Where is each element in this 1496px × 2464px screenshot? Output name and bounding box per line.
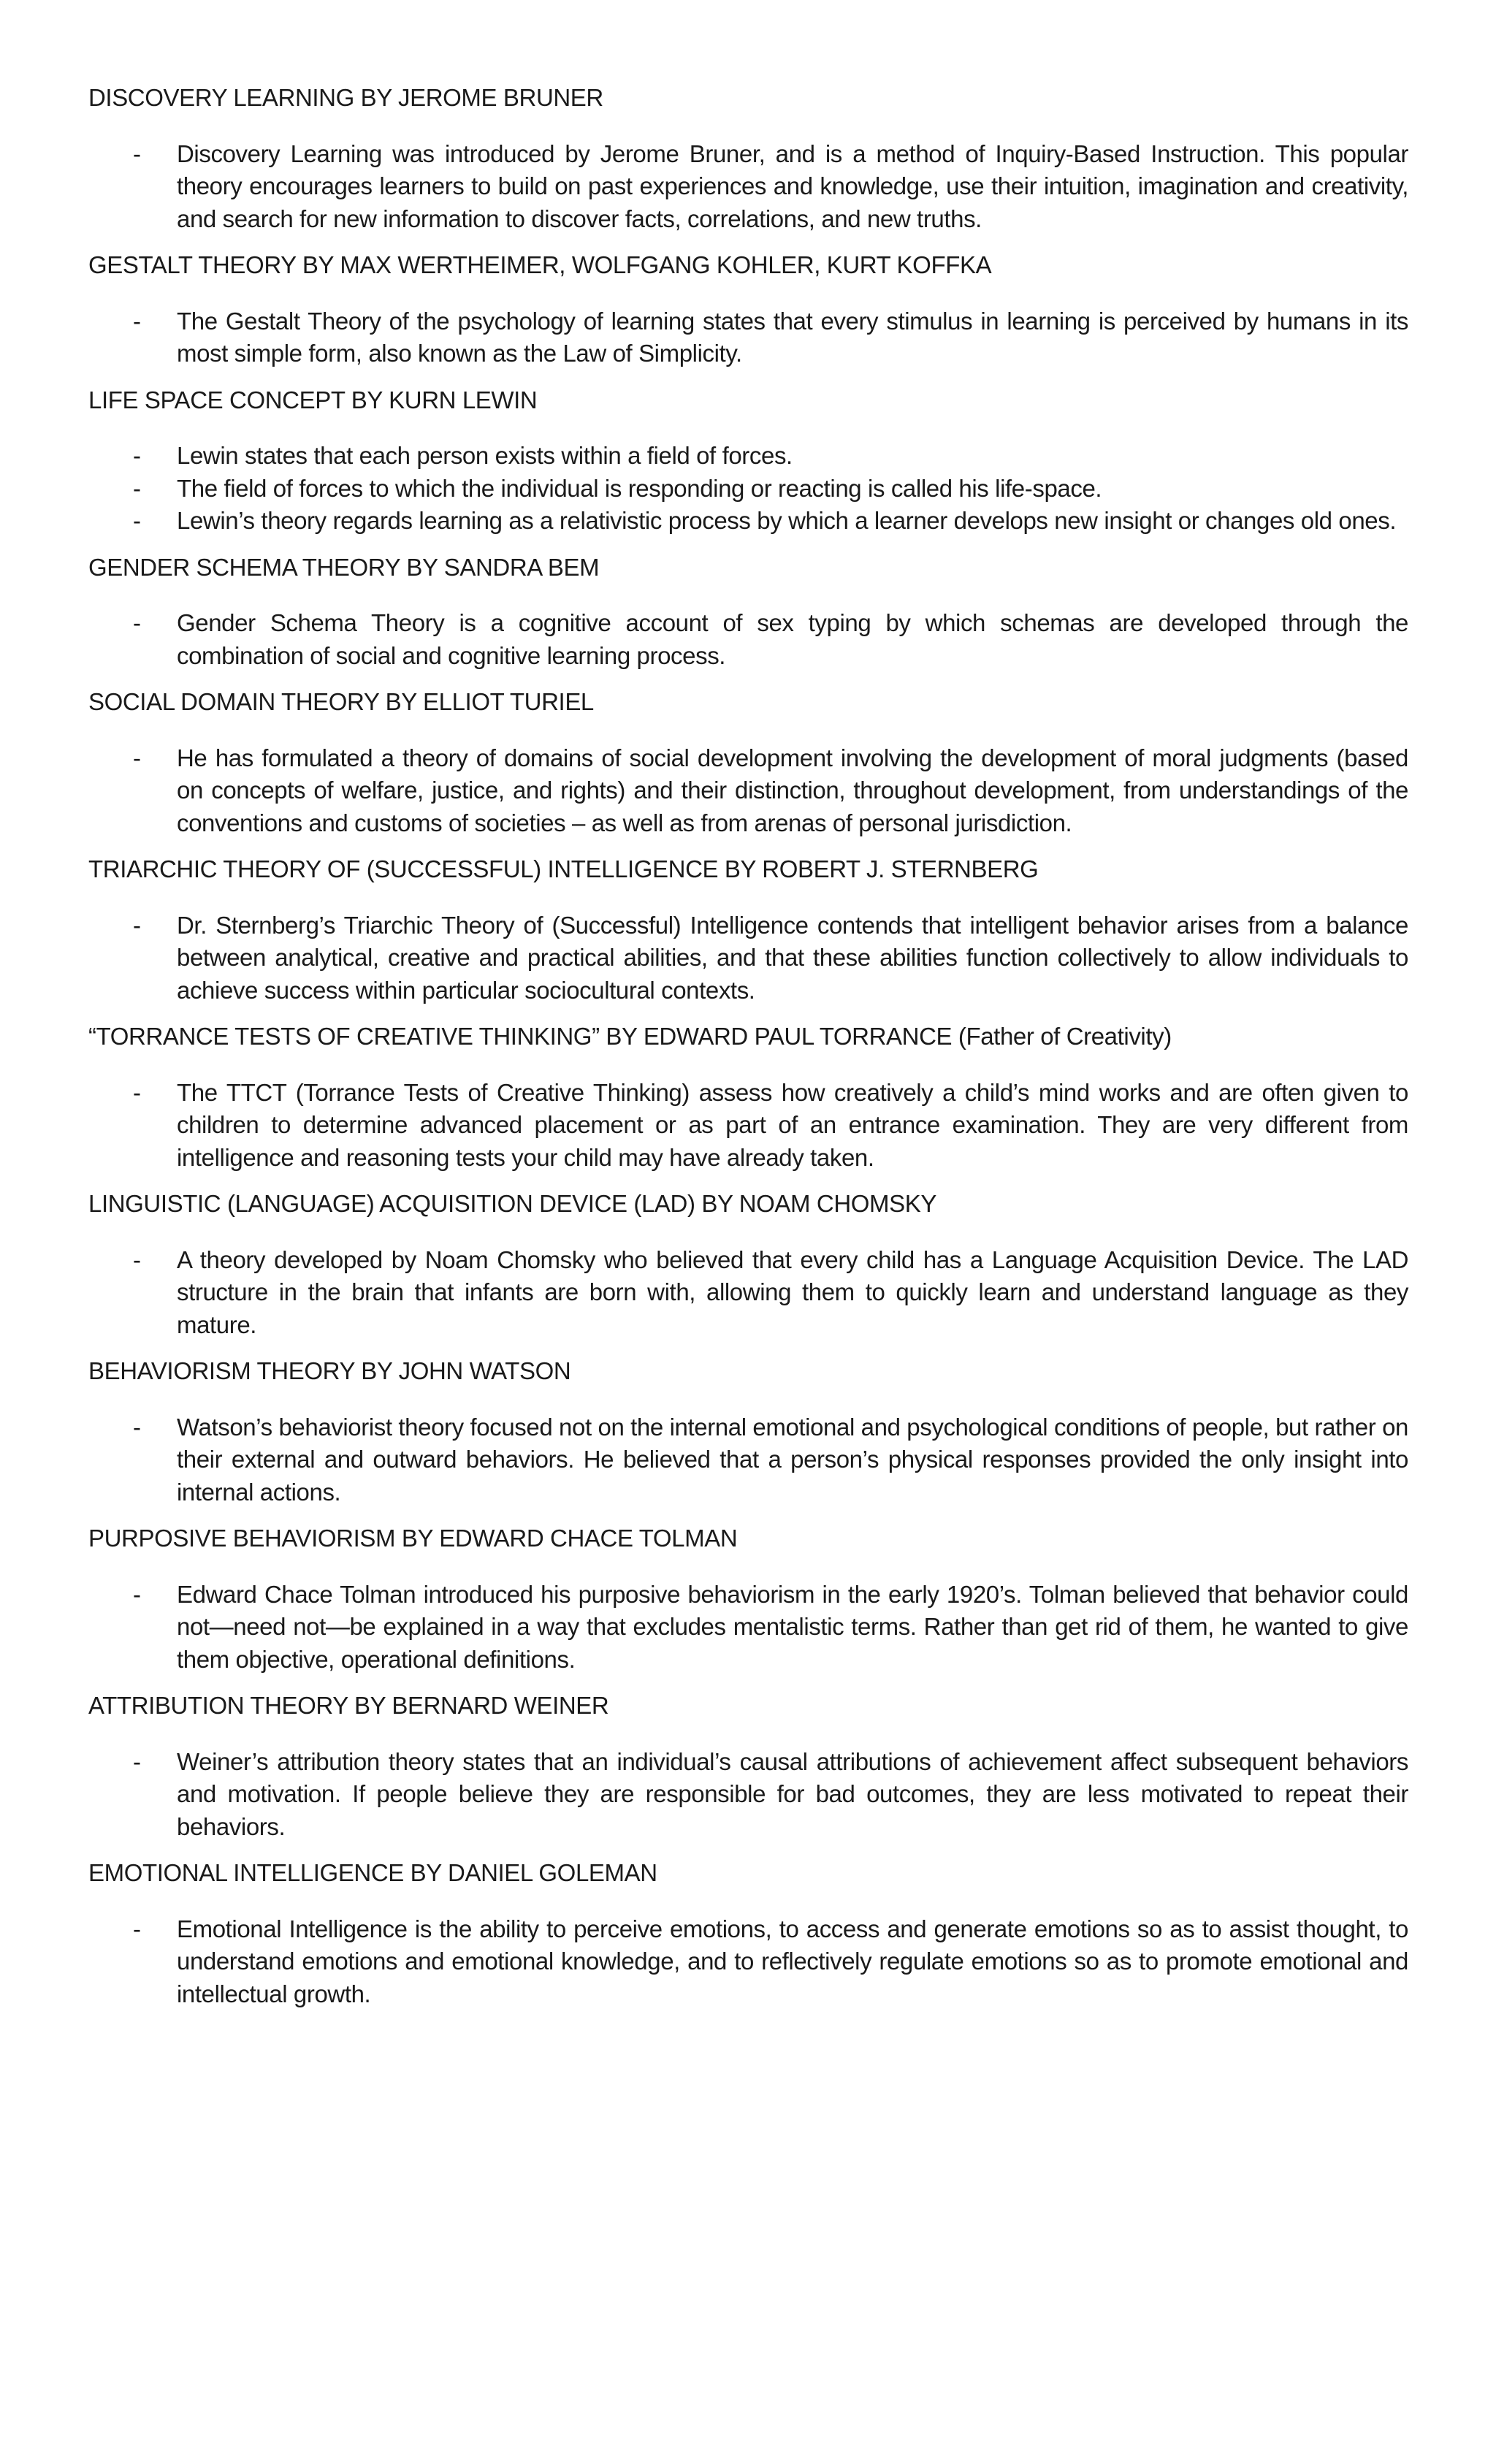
bullet-marker: - [133,1747,141,1775]
bullet-item [88,305,1408,370]
bullet-text: Discovery Learning was introduced by Jerome Bruner, and is a method of Inquiry-Based Instruction. This popular theory encourages learners to build on past experiences and knowledge, use their intuition, imagination and creativity, and search for new information to discover facts, correlations, and new truths. [177,140,1408,232]
bullet-item [88,607,1408,672]
section-emotional-intelligence [88,1857,1408,2010]
bullet-marker: - [133,1915,141,1942]
bullet-marker: - [133,609,141,636]
bullet-list [88,138,1408,236]
section-heading: LIFE SPACE CONCEPT BY KURN LEWIN [88,386,538,413]
bullet-marker: - [133,442,141,469]
bullet-text: Gender Schema Theory is a cognitive account of sex typing by which schemas are developed through the combination of social and cognitive learning process. [177,609,1408,669]
section-discovery-learning [88,82,1408,235]
section-heading: SOCIAL DOMAIN THEORY BY ELLIOT TURIEL [88,688,594,715]
section-purposive-behaviorism [88,1522,1408,1676]
bullet-item [88,138,1408,236]
section-behaviorism-theory [88,1355,1408,1508]
section-gestalt-theory [88,249,1408,370]
bullet-marker: - [133,744,141,771]
bullet-text: Dr. Sternberg’s Triarchic Theory of (Successful) Intelligence contends that intelligent behavior arises from a balance between analytical, creative and practical abilities, and that these abilities function collectively to allow individuals to achieve success within particular sociocultural contexts. [177,911,1408,1004]
bullet-list [88,305,1408,370]
bullet-marker: - [133,307,141,335]
section-triarchic-theory [88,853,1408,1007]
bullet-marker: - [133,1580,141,1608]
bullet-list [88,440,1408,538]
bullet-list [88,1244,1408,1342]
bullet-text: The TTCT (Torrance Tests of Creative Thinking) assess how creatively a child’s mind works and are often given to children to determine advanced placement or as part of an entrance examination. They are very different from intelligence and reasoning tests your child may have already taken. [177,1078,1408,1171]
bullet-text: Watson’s behaviorist theory focused not on the internal emotional and psychological conditions of people, but rather on their external and outward behaviors. He believed that a person’s physical responses provided the only insight into internal actions. [177,1413,1408,1506]
section-heading: TRIARCHIC THEORY OF (SUCCESSFUL) INTELLIGENCE BY ROBERT J. STERNBERG [88,855,1039,882]
bullet-text: Lewin states that each person exists within a field of forces. [177,442,793,469]
bullet-list [88,1746,1408,1844]
section-heading: DISCOVERY LEARNING BY JEROME BRUNER [88,84,603,111]
bullet-item [88,505,1408,538]
bullet-list [88,1077,1408,1175]
bullet-marker: - [133,1413,141,1441]
bullet-text: Edward Chace Tolman introduced his purposive behaviorism in the early 1920’s. Tolman believed that behavior could not—need not—be explained in a way that excludes mentalistic terms. Rather than get rid of them, he wanted to give them objective, operational definitions. [177,1580,1408,1673]
bullet-item [88,1746,1408,1844]
bullet-list [88,1411,1408,1509]
bullet-text: Lewin’s theory regards learning as a relativistic process by which a learner develops new insight or changes old ones. [177,507,1397,534]
bullet-marker: - [133,474,141,502]
section-heading: BEHAVIORISM THEORY BY JOHN WATSON [88,1357,571,1384]
bullet-list [88,909,1408,1007]
bullet-item [88,440,1408,473]
bullet-item [88,473,1408,506]
bullet-item [88,1244,1408,1342]
bullet-item [88,1913,1408,2011]
document-page [88,82,1408,2024]
bullet-item [88,742,1408,840]
section-heading: GESTALT THEORY BY MAX WERTHEIMER, WOLFGANG KOHLER, KURT KOFFKA [88,251,992,278]
section-heading: ATTRIBUTION THEORY BY BERNARD WEINER [88,1692,609,1719]
bullet-list [88,1913,1408,2011]
section-gender-schema-theory [88,552,1408,673]
bullet-marker: - [133,1246,141,1273]
section-social-domain-theory [88,686,1408,839]
bullet-text: A theory developed by Noam Chomsky who believed that every child has a Language Acquisition Device. The LAD structure in the brain that infants are born with, allowing them to quickly learn and understand language as they mature. [177,1246,1408,1338]
bullet-item [88,1579,1408,1677]
bullet-marker: - [133,1078,141,1106]
bullet-item [88,909,1408,1007]
bullet-item [88,1077,1408,1175]
bullet-text: The field of forces to which the individual is responding or reacting is called his life-space. [177,474,1102,502]
section-heading: GENDER SCHEMA THEORY BY SANDRA BEM [88,553,600,581]
section-heading: EMOTIONAL INTELLIGENCE BY DANIEL GOLEMAN [88,1859,657,1886]
section-life-space-concept [88,384,1408,538]
bullet-list [88,742,1408,840]
section-torrance-tests [88,1021,1408,1174]
section-heading: “TORRANCE TESTS OF CREATIVE THINKING” BY EDWARD PAUL TORRANCE (Father of Creativity) [88,1023,1172,1050]
bullet-marker: - [133,140,141,167]
bullet-list [88,1579,1408,1677]
bullet-text: Weiner’s attribution theory states that an individual’s causal attributions of achievement affect subsequent behaviors and motivation. If people believe they are responsible for bad outcomes, they are less motivated to repeat their behaviors. [177,1747,1408,1840]
bullet-item [88,1411,1408,1509]
section-attribution-theory [88,1690,1408,1843]
section-heading: PURPOSIVE BEHAVIORISM BY EDWARD CHACE TOLMAN [88,1525,738,1552]
section-language-acquisition-device [88,1188,1408,1341]
bullet-text: Emotional Intelligence is the ability to perceive emotions, to access and generate emotions so as to assist thought, to understand emotions and emotional knowledge, and to reflectively regulate emotions so as to promote emotional and intellectual growth. [177,1915,1408,2007]
bullet-marker: - [133,507,141,534]
bullet-marker: - [133,911,141,939]
bullet-text: The Gestalt Theory of the psychology of learning states that every stimulus in learning is perceived by humans in its most simple form, also known as the Law of Simplicity. [177,307,1408,367]
section-heading: LINGUISTIC (LANGUAGE) ACQUISITION DEVICE (LAD) BY NOAM CHOMSKY [88,1190,936,1217]
bullet-text: He has formulated a theory of domains of social development involving the development of moral judgments (based on concepts of welfare, justice, and rights) and their distinction, throughout development, from understandings of the conventions and customs of societies – as well as from arenas of personal jurisdiction. [177,744,1408,836]
bullet-list [88,607,1408,672]
